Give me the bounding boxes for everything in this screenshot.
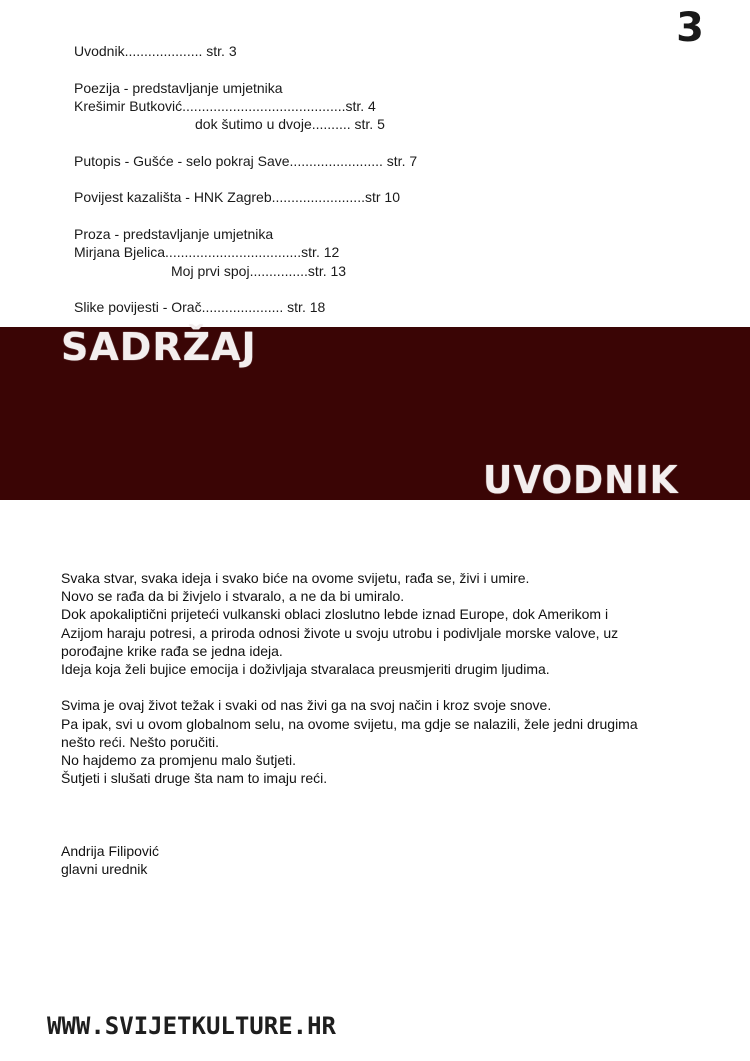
toc-entry: Krešimir Butković..........................................str. 4: [74, 97, 376, 114]
intro-text: [61, 569, 711, 806]
intro-paragraph: [61, 569, 711, 678]
toc-group: [74, 79, 417, 134]
intro-line: Pa ipak, svi u ovom globalnom selu, na ovome svijetu, ma gdje se nalazili, žele jedni drugima: [61, 715, 638, 732]
intro-line: Svima je ovaj život težak i svaki od nas živi ga na svoj način i kroz svoje snove.: [61, 697, 552, 714]
toc-entry: Poezija - predstavljanje umjetnika: [74, 79, 283, 96]
table-of-contents: [74, 42, 417, 335]
toc-entry: Povijest kazališta - HNK Zagreb........................str 10: [74, 189, 400, 206]
toc-entry: Mirjana Bjelica...................................str. 12: [74, 244, 340, 261]
toc-group: [74, 152, 417, 170]
toc-entry: Slike povijesti - Orač..................... str. 18: [74, 299, 326, 316]
intro-line: Dok apokaliptični prijeteći vulkanski oblaci zloslutno lebde iznad Europe, dok Amerikom i: [61, 606, 609, 623]
website-url: WWW.SVIJETKULTURE.HR: [47, 1012, 336, 1040]
author-name: Andrija Filipović: [61, 843, 160, 859]
intro-line: Azijom haraju potresi, a priroda odnosi živote u svoju utrobu i podivljale morske valove, uz: [61, 624, 619, 641]
toc-entry: Moj prvi spoj...............str. 13: [171, 262, 347, 279]
toc-group: [74, 225, 417, 280]
intro-paragraph: [61, 696, 711, 787]
toc-entry: Uvodnik.................... str. 3: [74, 43, 237, 59]
intro-line: porođajne krike rađa se jedna ideja.: [61, 642, 283, 659]
intro-heading: UVODNIK: [483, 458, 679, 502]
intro-line: nešto reći. Nešto poručiti.: [61, 733, 219, 750]
intro-line: Šutjeti i slušati druge šta nam to imaju reći.: [61, 770, 328, 787]
author-role: glavni urednik: [61, 861, 148, 878]
header-band: [0, 327, 750, 500]
toc-group: [74, 188, 417, 206]
signature: [61, 842, 159, 878]
intro-line: Ideja koja želi bujice emocija i doživljaja stvaralaca preusmjeriti drugim ljudima.: [61, 661, 550, 678]
intro-line: Svaka stvar, svaka ideja i svako biće na ovome svijetu, rađa se, živi i umire.: [61, 570, 530, 586]
intro-line: Novo se rađa da bi živjelo i stvaralo, a ne da bi umiralo.: [61, 588, 405, 605]
toc-entry: Proza - predstavljanje umjetnika: [74, 225, 274, 242]
toc-group: [74, 298, 417, 316]
contents-heading: SADRŽAJ: [61, 325, 257, 369]
intro-line: No hajdemo za promjenu malo šutjeti.: [61, 752, 297, 769]
toc-group: [74, 42, 417, 60]
toc-entry: Putopis - Gušće - selo pokraj Save........................ str. 7: [74, 152, 418, 169]
page-number: 3: [676, 5, 704, 51]
toc-entry: dok šutimo u dvoje.......... str. 5: [195, 116, 385, 133]
